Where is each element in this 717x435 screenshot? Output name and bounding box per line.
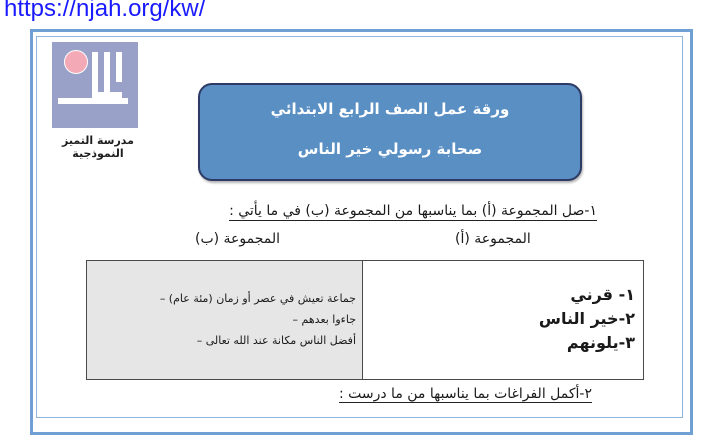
group-a-item: ٣-يلونهم: [566, 333, 635, 352]
worksheet-subtitle: صحابة رسولي خير الناس: [297, 140, 483, 158]
group-a-item: ١- قرني: [570, 285, 635, 304]
group-b-item: أفضل الناس مكانة عند الله تعالى –: [196, 334, 356, 347]
school-name: مدرسة التميز النموذجية: [62, 134, 134, 160]
matching-table: [86, 260, 644, 380]
group-a-item: ٢-خير الناس: [538, 309, 635, 328]
group-a-header: المجموعة (أ): [455, 231, 531, 247]
group-a-cell: [364, 261, 643, 379]
site-url[interactable]: https://njah.org/kw/: [4, 0, 206, 22]
school-logo: [52, 42, 138, 128]
group-b-item: جماعة تعيش في عصر أو زمان (مئة عام) –: [159, 292, 356, 305]
logo-circle-icon: [64, 50, 88, 74]
group-b-cell: [87, 261, 363, 379]
title-box: [198, 83, 582, 181]
logo-baseline-icon: [58, 98, 128, 104]
question-2-prompt: ٢-أكمل الفراغات بما يناسبها من ما درست :: [338, 386, 592, 402]
group-b-header: المجموعة (ب): [195, 231, 281, 247]
question-1-prompt: ١-صل المجموعة (أ) بما يناسبها من المجموعة (ب) في ما يأتي :: [229, 203, 597, 219]
group-b-item: جاءوا بعدهم –: [292, 313, 356, 326]
worksheet-title: ورقة عمل الصف الرابع الابتدائي: [270, 100, 510, 118]
